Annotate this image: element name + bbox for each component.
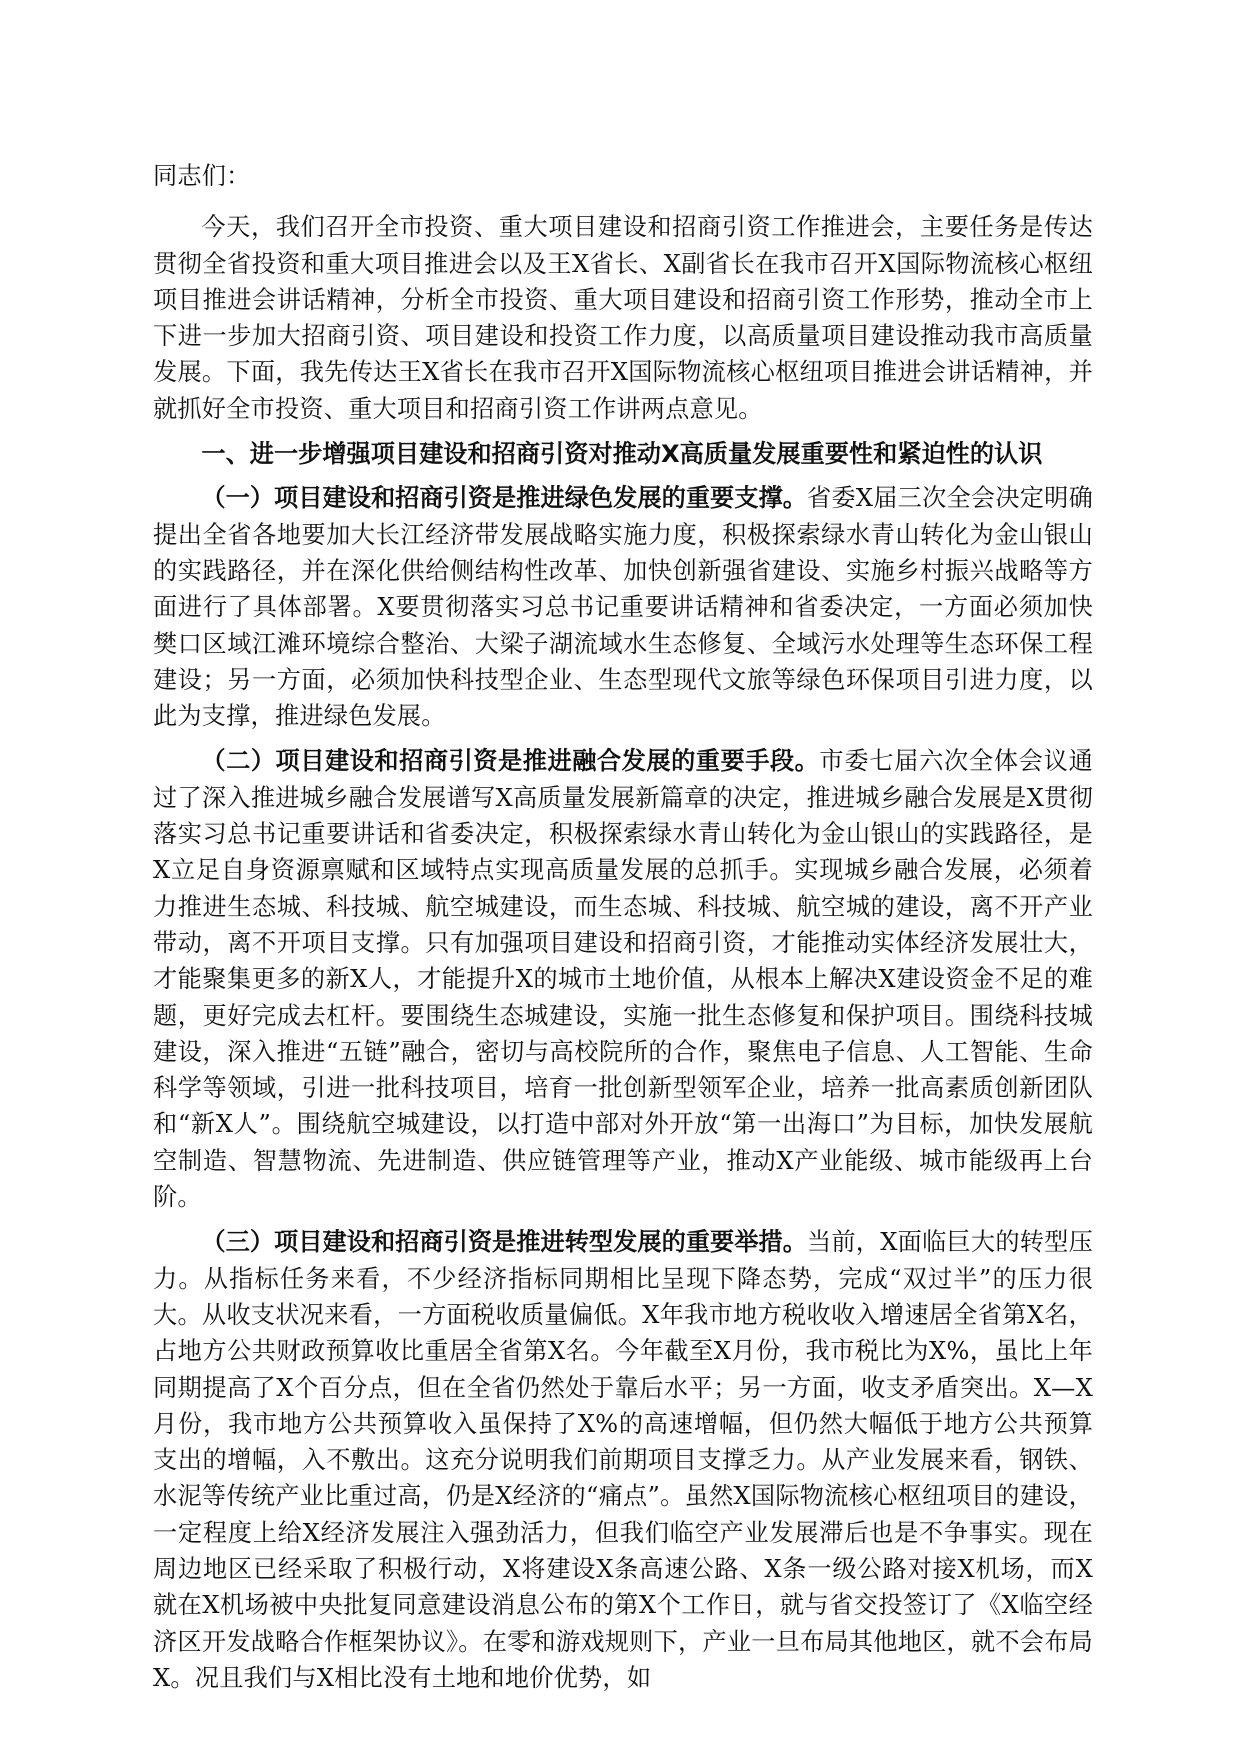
paragraph-3 xyxy=(153,1224,1093,1696)
salutation: 同志们： xyxy=(153,162,251,190)
paragraph-3-body: 当前，X面临巨大的转型压力。从指标任务来看，不少经济指标同期相比呈现下降态势，完成“双过半”的压力很大。从收支状况来看，一方面税收质量偏低。X年我市地方税收收入增速居全省第X名，占地方公共财政预算收比重居全省第X名。今年截至X月份，我市税比为X%，虽比上年同期提高了X个百分点，但在全省仍然处于靠后水平；另一方面，收支矛盾突出。X—X月份，我市地方公共预算收入虽保持了X%的高速增幅，但仍然大幅低于地方公共预算支出的增幅，入不敷出。这充分说明我们前期项目支撑乏力。从产业发展来看，钢铁、水泥等传统产业比重过高，仍是X经济的“痛点”。虽然X国际物流核心枢纽项目的建设，一定程度上给X经济发展注入强劲活力，但我们临空产业发展滞后也是不争事实。现在周边地区已经采取了积极行动，X将建设X条高速公路、X条一级公路对接X机场，而X就在X机场被中央批复同意建设消息公布的第X个工作日，就与省交投签订了《X临空经济区开发战略合作框架协议》。在零和游戏规则下，产业一旦布局其他地区，就不会布局X。况且我们与X相比没有土地和地价优势，如 xyxy=(153,1228,1093,1692)
paragraph-2-lead: （二）项目建设和招商引资是推进融合发展的重要手段。 xyxy=(201,747,820,776)
paragraph-2 xyxy=(153,743,1093,1215)
document-body xyxy=(153,158,1093,1705)
paragraph-3-lead: （三）项目建设和招商引资是推进转型发展的重要举措。 xyxy=(201,1228,807,1257)
paragraph-2-body: 市委七届六次全体会议通过了深入推进城乡融合发展谱写X高质量发展新篇章的决定，推进城乡融合发展是X贯彻落实习总书记重要讲话和省委决定，积极探索绿水青山转化为金山银山的实践路径，是X立足自身资源禀赋和区域特点实现高质量发展的总抓手。实现城乡融合发展，必须着力推进生态城、科技城、航空城建设，而生态城、科技城、航空城的建设，离不开产业带动，离不开项目支撑。只有加强项目建设和招商引资，才能推动实体经济发展壮大，才能聚集更多的新X人，才能提升X的城市土地价值，从根本上解决X建设资金不足的难题，更好完成去杠杆。要围绕生态城建设，实施一批生态修复和保护项目。围绕科技城建设，深入推进“五链”融合，密切与高校院所的合作，聚焦电子信息、人工智能、生命科学等领域，引进一批科技项目，培育一批创新型领军企业，培养一批高素质创新团队和“新X人”。围绕航空城建设，以打造中部对外开放“第一出海口”为目标，加快发展航空制造、智慧物流、先进制造、供应链管理等产业，推动X产业能级、城市能级再上台阶。 xyxy=(153,747,1093,1212)
paragraph-1-body: 省委X届三次全会决定明确提出全省各地要加大长江经济带发展战略实施力度，积极探索绿水青山转化为金山银山的实践路径，并在深化供给侧结构性改革、加快创新强省建设、实施乡村振兴战略等方面进行了具体部署。X要贯彻落实习总书记重要讲话精神和省委决定，一方面必须加快樊口区域江滩环境综合整治、大梁子湖流域水生态修复、全域污水处理等生态环保工程建设；另一方面，必须加快科技型企业、生态型现代文旅等绿色环保项目引进力度，以此为支撑，推进绿色发展。 xyxy=(153,484,1093,731)
intro-paragraph: 今天，我们召开全市投资、重大项目建设和招商引资工作推进会，主要任务是传达贯彻全省投资和重大项目推进会以及王X省长、X副省长在我市召开X国际物流核心枢纽项目推进会讲话精神，分析全市投资、重大项目建设和招商引资工作形势，推动全市上下进一步加大招商引资、项目建设和投资工作力度，以高质量项目建设推动我市高质量发展。下面，我先传达王X省长在我市召开X国际物流核心枢纽项目推进会讲话精神，并就抓好全市投资、重大项目和招商引资工作讲两点意见。 xyxy=(153,213,1093,423)
paragraph-1 xyxy=(153,480,1093,734)
paragraph-1-lead: （一）项目建设和招商引资是推进绿色发展的重要支撑。 xyxy=(201,484,807,513)
section-heading: 一、进一步增强项目建设和招商引资对推动X高质量发展重要性和紧迫性的认识 xyxy=(201,440,1043,469)
